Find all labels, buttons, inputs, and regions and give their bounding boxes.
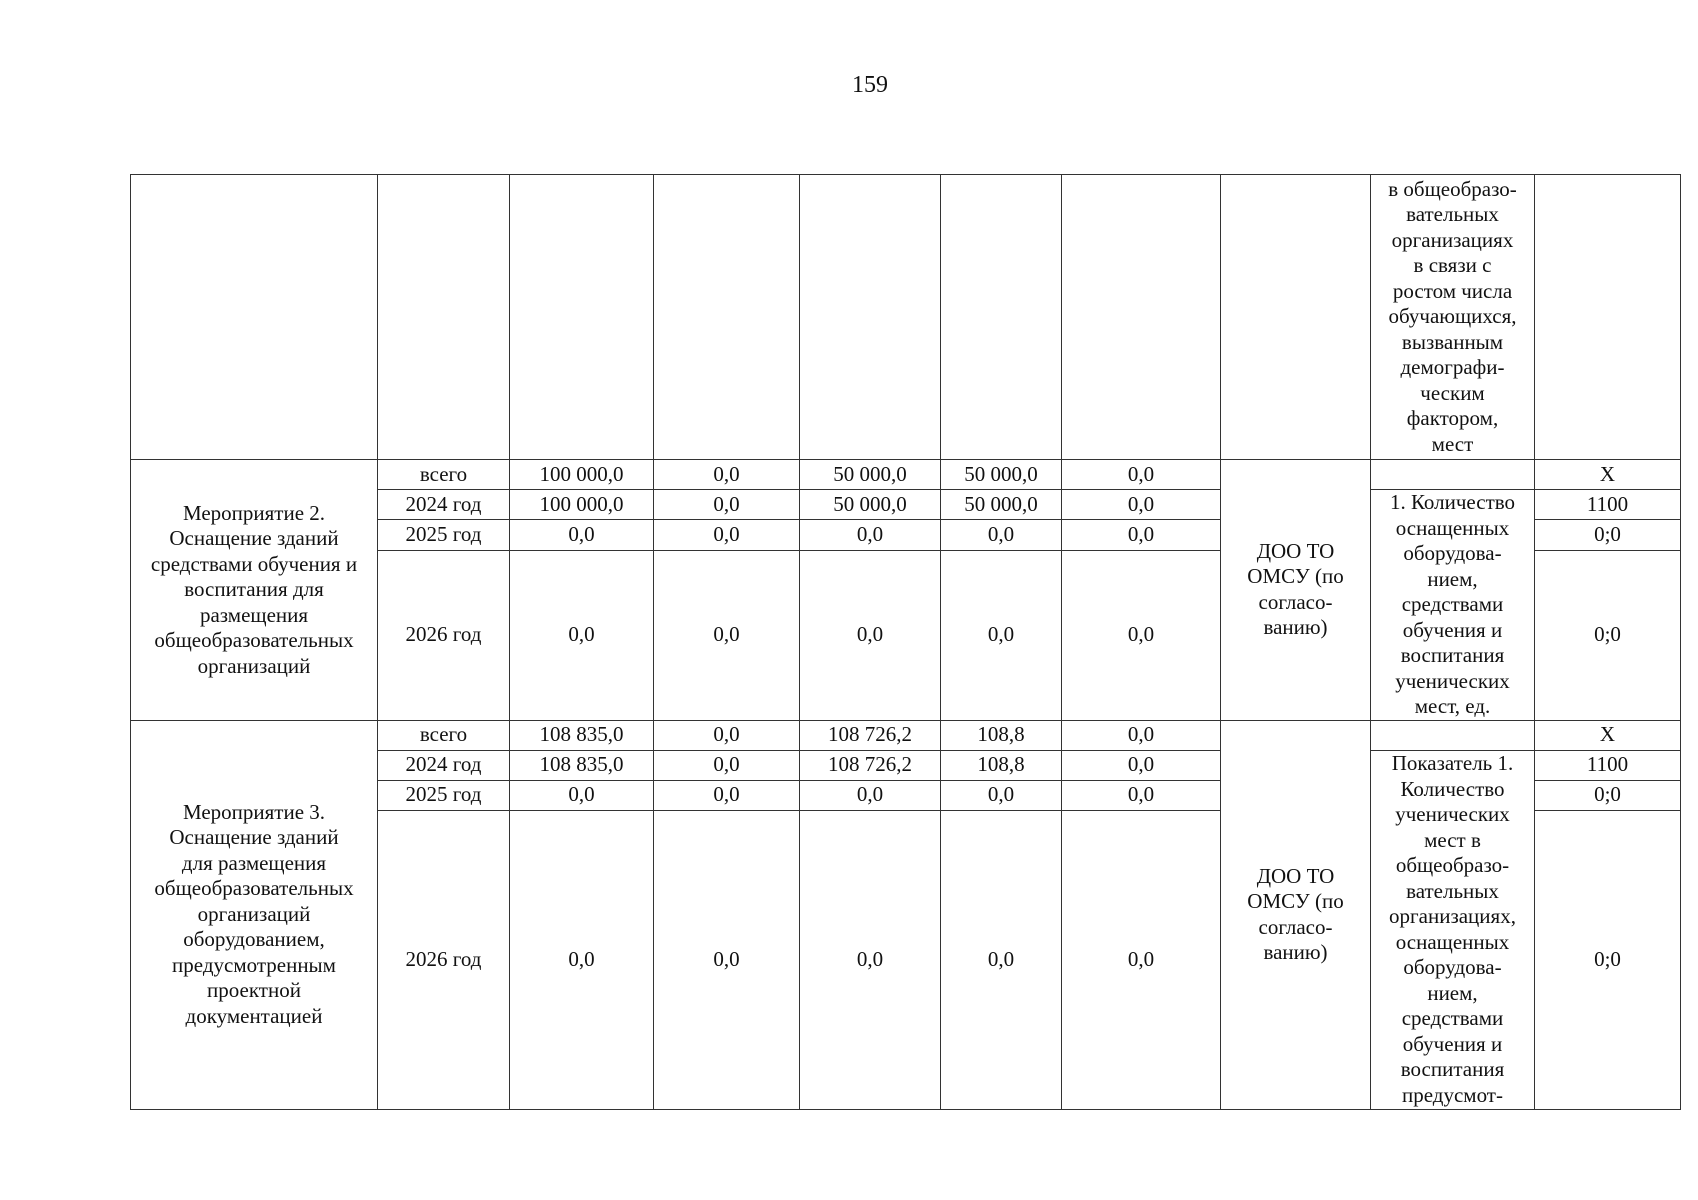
empty-cell: [131, 175, 378, 460]
empty-cell: [1371, 460, 1535, 490]
value-cell: 0,0: [654, 780, 800, 810]
value-cell: 108,8: [941, 750, 1062, 780]
executor-cell: ДОО ТО ОМСУ (по согласо- ванию): [1221, 460, 1371, 721]
target-cell: X: [1535, 460, 1681, 490]
empty-cell: [1535, 175, 1681, 460]
empty-cell: [941, 175, 1062, 460]
empty-cell: [1371, 720, 1535, 750]
table-row: [131, 720, 1681, 750]
value-cell: 0,0: [510, 550, 654, 720]
value-cell: 0,0: [1062, 520, 1221, 550]
target-cell: 0;0: [1535, 780, 1681, 810]
period-cell: 2026 год: [378, 810, 510, 1109]
measure-name: Мероприятие 3. Оснащение зданий для размещения общеобразовательных организаций оборудованием, предусмотренным проектной документацией: [131, 720, 378, 1109]
value-cell: 0,0: [510, 780, 654, 810]
empty-cell: [378, 175, 510, 460]
value-cell: 0,0: [654, 520, 800, 550]
indicator-text: 1. Количество оснащенных оборудова- нием, средствами обучения и воспитания ученических мест, ед.: [1371, 490, 1535, 721]
value-cell: 100 000,0: [510, 490, 654, 520]
value-cell: 50 000,0: [941, 490, 1062, 520]
value-cell: 50 000,0: [800, 460, 941, 490]
value-cell: 0,0: [1062, 810, 1221, 1109]
period-cell: 2026 год: [378, 550, 510, 720]
value-cell: 0,0: [1062, 720, 1221, 750]
value-cell: 108 726,2: [800, 750, 941, 780]
page-number: 159: [852, 72, 888, 98]
value-cell: 0,0: [654, 810, 800, 1109]
empty-cell: [1221, 175, 1371, 460]
value-cell: 0,0: [654, 720, 800, 750]
value-cell: 0,0: [654, 460, 800, 490]
value-cell: 50 000,0: [800, 490, 941, 520]
value-cell: 0,0: [800, 780, 941, 810]
period-cell: всего: [378, 460, 510, 490]
value-cell: 0,0: [654, 550, 800, 720]
value-cell: 100 000,0: [510, 460, 654, 490]
indicator-text: в общеобразо- вательных организациях в связи с ростом числа обучающихся, вызванным демографи- ческим фактором, мест: [1371, 175, 1535, 460]
indicator-text: Показатель 1. Количество ученических мест в общеобразо- вательных организациях, оснащенных оборудова- нием, средствами обучения и воспитания предусмот-: [1371, 750, 1535, 1109]
value-cell: 0,0: [510, 810, 654, 1109]
value-cell: 0,0: [654, 490, 800, 520]
value-cell: 0,0: [941, 780, 1062, 810]
period-cell: 2024 год: [378, 490, 510, 520]
value-cell: 108 835,0: [510, 720, 654, 750]
value-cell: 0,0: [800, 810, 941, 1109]
target-cell: 0;0: [1535, 550, 1681, 720]
period-cell: 2025 год: [378, 520, 510, 550]
value-cell: 108,8: [941, 720, 1062, 750]
empty-cell: [654, 175, 800, 460]
measure-name: Мероприятие 2. Оснащение зданий средствами обучения и воспитания для размещения общеобразовательных организаций: [131, 460, 378, 721]
value-cell: 0,0: [1062, 550, 1221, 720]
target-cell: X: [1535, 720, 1681, 750]
target-cell: 0;0: [1535, 810, 1681, 1109]
empty-cell: [1062, 175, 1221, 460]
period-cell: 2024 год: [378, 750, 510, 780]
period-cell: 2025 год: [378, 780, 510, 810]
value-cell: 0,0: [1062, 490, 1221, 520]
executor-cell: ДОО ТО ОМСУ (по согласо- ванию): [1221, 720, 1371, 1109]
value-cell: 108 835,0: [510, 750, 654, 780]
target-cell: 1100: [1535, 750, 1681, 780]
value-cell: 0,0: [510, 520, 654, 550]
value-cell: 0,0: [1062, 750, 1221, 780]
value-cell: 0,0: [941, 550, 1062, 720]
value-cell: 0,0: [941, 520, 1062, 550]
continuation-row: [131, 175, 1681, 460]
program-table: [130, 174, 1681, 1110]
value-cell: 0,0: [1062, 460, 1221, 490]
value-cell: 0,0: [800, 550, 941, 720]
target-cell: 0;0: [1535, 520, 1681, 550]
value-cell: 0,0: [800, 520, 941, 550]
value-cell: 0,0: [654, 750, 800, 780]
empty-cell: [510, 175, 654, 460]
value-cell: 0,0: [941, 810, 1062, 1109]
value-cell: 50 000,0: [941, 460, 1062, 490]
value-cell: 0,0: [1062, 780, 1221, 810]
target-cell: 1100: [1535, 490, 1681, 520]
table-row: [131, 460, 1681, 490]
empty-cell: [800, 175, 941, 460]
period-cell: всего: [378, 720, 510, 750]
value-cell: 108 726,2: [800, 720, 941, 750]
